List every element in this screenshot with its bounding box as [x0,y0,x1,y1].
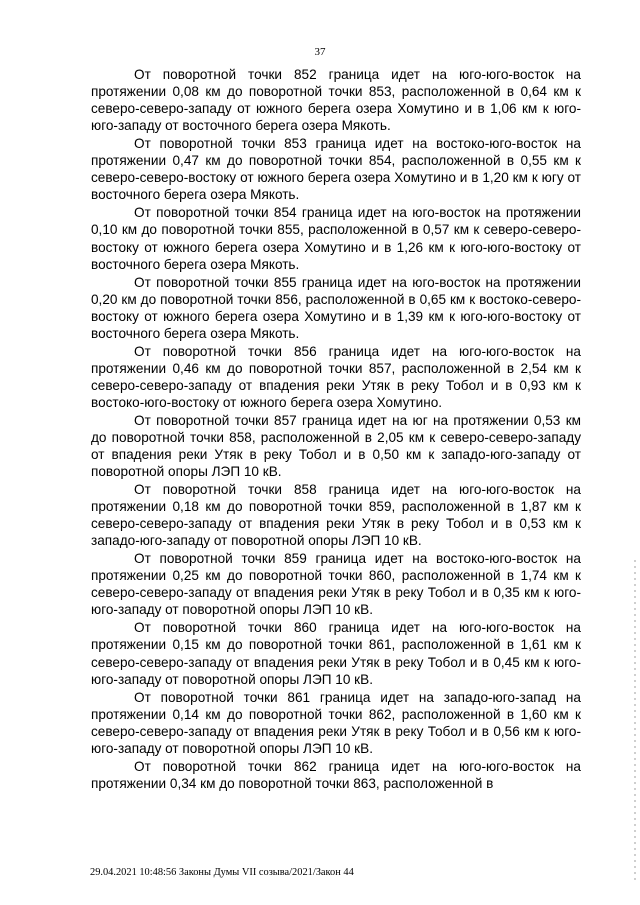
paragraph-point-856: От поворотной точки 856 граница идет на юго-юго-восток на протяжении 0,46 км до поворотной точки 857, расположенной в 2,54 км к северо-северо-западу от впадения реки Утяк в реку Тобол и в 0,93 км к востоко-юго-востоку от южного берега озера Хомутино. [91,343,581,410]
paragraph-point-861: От поворотной точки 861 граница идет на западо-юго-запад на протяжении 0,14 км до поворотной точки 862, расположенной в 1,60 км к северо-северо-западу от впадения реки Утяк в реку Тобол и в 0,56 км к юго-юго-западу от поворотной опоры ЛЭП 10 кВ. [91,689,581,756]
paragraph-point-852: От поворотной точки 852 граница идет на юго-юго-восток на протяжении 0,08 км до поворотной точки 853, расположенной в 0,64 км к северо-северо-западу от южного берега озера Хомутино и в 1,06 км к юго-юго-западу от восточного берега озера Мякоть. [91,67,581,134]
paragraph-point-860: От поворотной точки 860 граница идет на юго-юго-восток на протяжении 0,15 км до поворотной точки 861, расположенной в 1,61 км к северо-северо-западу от впадения реки Утяк в реку Тобол и в 0,45 км к юго-юго-западу от поворотной опоры ЛЭП 10 кВ. [91,620,581,687]
paragraph-point-858: От поворотной точки 858 граница идет на юго-юго-восток на протяжении 0,18 км до поворотной точки 859, расположенной в 1,87 км к северо-северо-западу от впадения реки Утяк в реку Тобол и в 0,53 км к западо-юго-западу от поворотной опоры ЛЭП 10 кВ. [91,482,581,549]
paragraph-point-857: От поворотной точки 857 граница идет на юг на протяжении 0,53 км до поворотной точки 858, расположенной в 2,05 км к северо-северо-западу от впадения реки Утяк в реку Тобол и в 0,50 км к западо-юго-западу от поворотной опоры ЛЭП 10 кВ. [91,412,581,480]
paragraph-point-853: От поворотной точки 853 граница идет на востоко-юго-восток на протяжении 0,47 км до поворотной точки 854, расположенной в 0,55 км к северо-северо-востоку от южного берега озера Хомутино и в 1,20 км к югу от восточного берега озера Мякоть. [91,136,581,203]
paragraph-point-854: От поворотной точки 854 граница идет на юго-восток на протяжении 0,10 км до поворотной точки 855, расположенной в 0,57 км к северо-северо-востоку от южного берега озера Хомутино и в 1,26 км к юго-юго-востоку от восточного берега озера Мякоть. [91,205,581,272]
paragraph-point-855: От поворотной точки 855 граница идет на юго-восток на протяжении 0,20 км до поворотной точки 856, расположенной в 0,65 км к востоко-северо-востоку от южного берега озера Хомутино и в 1,39 км к юго-юго-востоку от восточного берега озера Мякоть. [91,274,581,341]
paragraph-point-862: От поворотной точки 862 граница идет на юго-юго-восток на протяжении 0,34 км до поворотной точки 863, расположенной в [91,758,581,791]
document-body [91,66,581,793]
page-number: 37 [314,46,326,58]
paragraph-point-859: От поворотной точки 859 граница идет на востоко-юго-восток на протяжении 0,25 км до поворотной точки 860, расположенной в 1,74 км к северо-северо-западу от впадения реки Утяк в реку Тобол и в 0,35 км к юго-юго-западу от поворотной опоры ЛЭП 10 кВ. [91,551,581,618]
margin-scan-artifact [634,560,636,880]
document-footer: 29.04.2021 10:48:56 Законы Думы VII созыва/2021/Закон 44 [90,867,354,878]
